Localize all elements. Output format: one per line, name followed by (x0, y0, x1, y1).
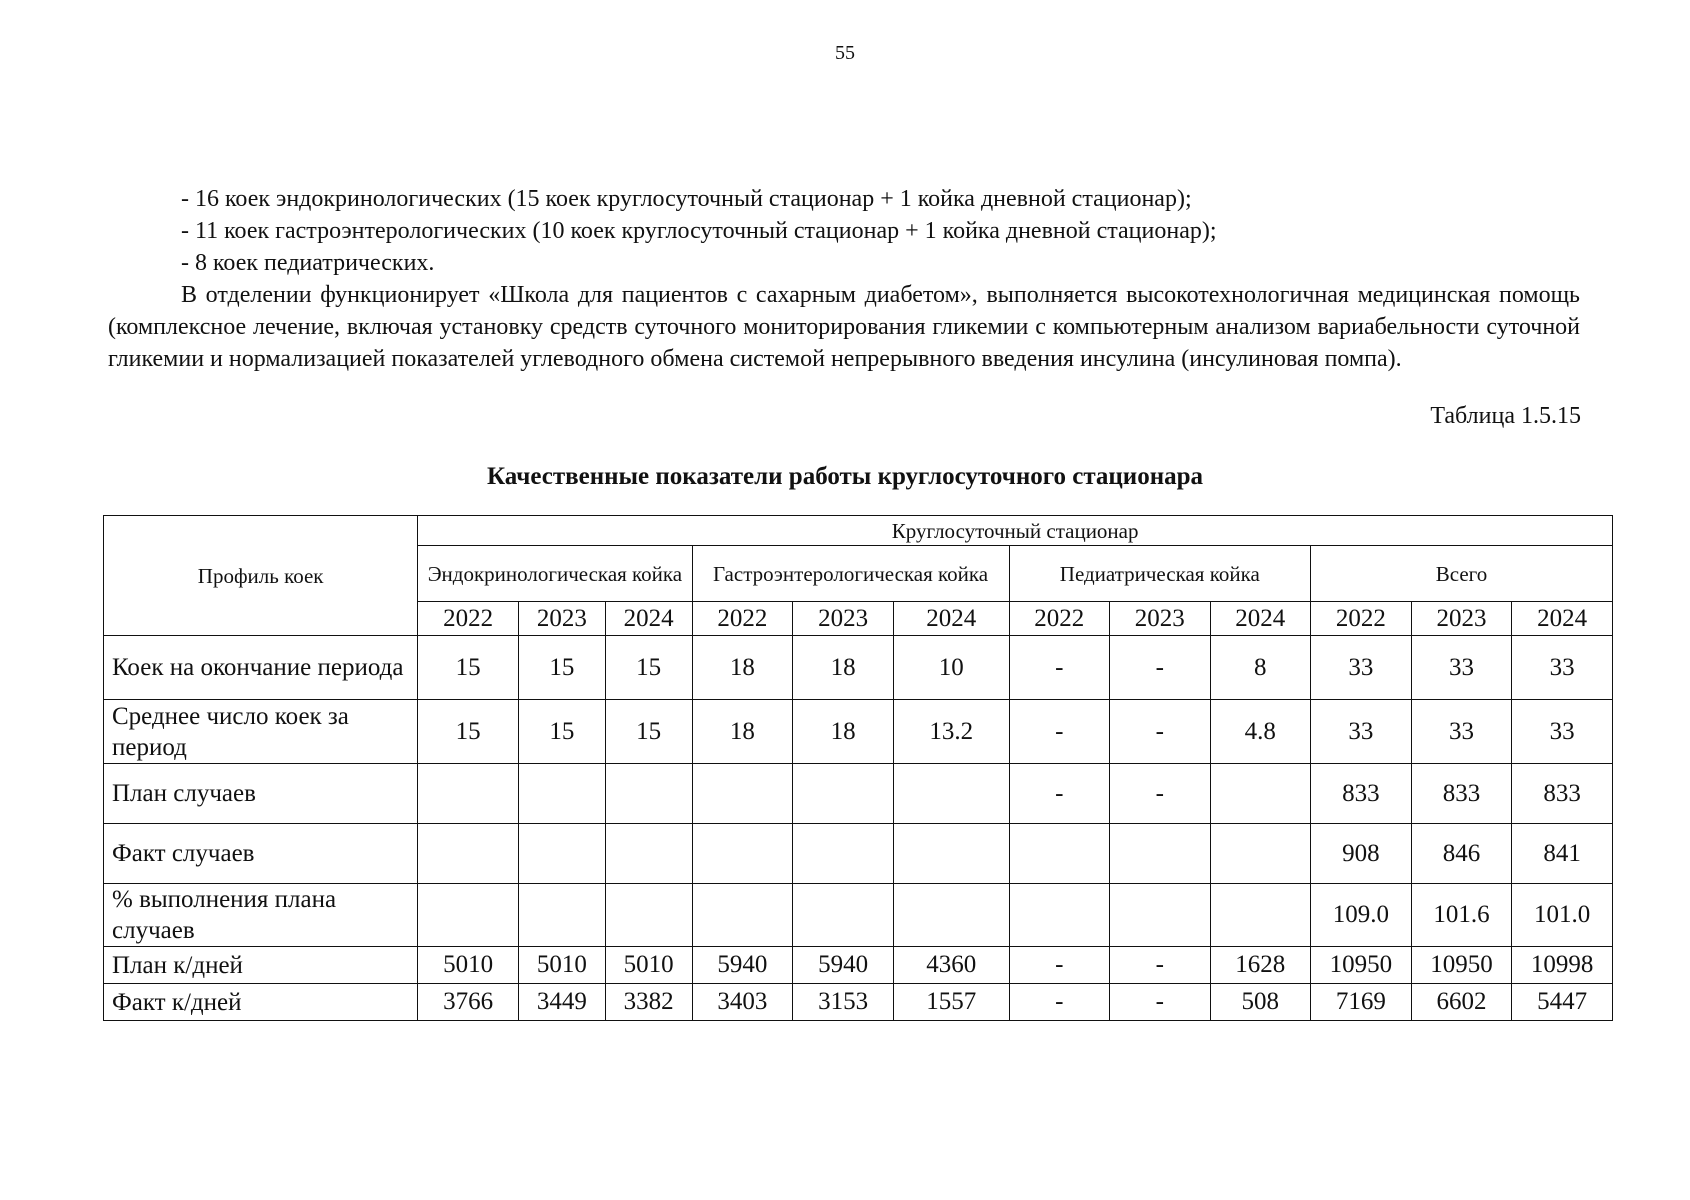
table-cell (605, 824, 692, 884)
list-item: - 8 коек педиатрических. (181, 250, 435, 276)
table-cell (418, 764, 519, 824)
year-header: 2022 (1311, 602, 1412, 636)
table-cell (692, 824, 793, 884)
table-cell: 10950 (1411, 947, 1512, 984)
table-cell (605, 764, 692, 824)
year-header: 2022 (418, 602, 519, 636)
row-label: Факт случаев (104, 824, 418, 884)
table-cell (1110, 824, 1211, 884)
table-cell (893, 884, 1009, 947)
table-cell: 13.2 (893, 700, 1009, 764)
table-cell: 7169 (1311, 984, 1412, 1021)
table-cell: - (1009, 636, 1110, 700)
row-label: Факт к/дней (104, 984, 418, 1021)
table-cell (793, 824, 894, 884)
table-cell: 3403 (692, 984, 793, 1021)
table-cell: 15 (418, 636, 519, 700)
year-header: 2024 (893, 602, 1009, 636)
table-cell (692, 764, 793, 824)
year-header: 2022 (692, 602, 793, 636)
table-cell: 841 (1512, 824, 1613, 884)
table-cell: - (1110, 984, 1211, 1021)
table-row (104, 764, 1613, 824)
table-cell: 33 (1311, 636, 1412, 700)
table-cell: 33 (1512, 636, 1613, 700)
row-label: Коек на окончание периода (104, 636, 418, 700)
table-row (104, 884, 1613, 947)
table-cell (418, 824, 519, 884)
table-cell: 3449 (518, 984, 605, 1021)
table-cell: 10 (893, 636, 1009, 700)
table-cell (893, 764, 1009, 824)
table-cell (605, 884, 692, 947)
table-cell (518, 824, 605, 884)
table-cell: - (1110, 764, 1211, 824)
table-cell: 3153 (793, 984, 894, 1021)
table-cell: 15 (418, 700, 519, 764)
table-cell: 33 (1512, 700, 1613, 764)
table-cell (1210, 764, 1311, 824)
table-cell (1009, 824, 1110, 884)
table-cell: 18 (793, 700, 894, 764)
table-cell: 18 (793, 636, 894, 700)
row-label: Среднее число коек за период (104, 700, 418, 764)
table-cell: - (1110, 636, 1211, 700)
table-cell: 4360 (893, 947, 1009, 984)
table-cell (1009, 884, 1110, 947)
table-cell: 33 (1411, 636, 1512, 700)
table-cell (1210, 824, 1311, 884)
group-header: Круглосуточный стационар (418, 516, 1613, 546)
table-body (104, 636, 1613, 1021)
table-cell: 15 (605, 636, 692, 700)
table-cell: 508 (1210, 984, 1311, 1021)
sub-header-gastroenterology: Гастроэнтерологическая койка (692, 546, 1009, 602)
table-cell: - (1009, 700, 1110, 764)
table-cell: 109.0 (1311, 884, 1412, 947)
profile-header: Профиль коек (104, 516, 418, 636)
table-row (104, 700, 1613, 764)
table-cell: 5447 (1512, 984, 1613, 1021)
year-header: 2023 (1110, 602, 1211, 636)
list-item: - 16 коек эндокринологических (15 коек круглосуточный стационар + 1 койка дневной стационар); (181, 186, 1192, 212)
table-cell: 15 (605, 700, 692, 764)
table-cell: 15 (518, 636, 605, 700)
page-number: 55 (835, 42, 855, 64)
table-cell: 846 (1411, 824, 1512, 884)
table-title: Качественные показатели работы круглосуточного стационара (486, 463, 1204, 490)
table-cell: 3382 (605, 984, 692, 1021)
paragraph: В отделении функционирует «Школа для пациентов с сахарным диабетом», выполняется высокотехнологичная медицинская помощь (комплексное лечение, включая установку средств суточного мониторирования гликемии с компьютерным анализом вариабельности суточной гликемии и нормализацией показателей углеводного обмена системой непрерывного введения инсулина (инсулиновая помпа). (108, 282, 1580, 372)
year-header: 2024 (605, 602, 692, 636)
year-header: 2023 (518, 602, 605, 636)
table-cell: 833 (1512, 764, 1613, 824)
table-cell: - (1110, 947, 1211, 984)
table-cell (793, 884, 894, 947)
table-cell: 8 (1210, 636, 1311, 700)
table-cell: 15 (518, 700, 605, 764)
table-row (104, 824, 1613, 884)
list-item: - 11 коек гастроэнтерологических (10 коек круглосуточный стационар + 1 койка дневной стационар); (181, 218, 1217, 244)
table-cell: - (1009, 764, 1110, 824)
table-cell: 5010 (605, 947, 692, 984)
row-label: План к/дней (104, 947, 418, 984)
table-row (104, 636, 1613, 700)
table-cell: 33 (1411, 700, 1512, 764)
table-cell: 6602 (1411, 984, 1512, 1021)
data-table (103, 515, 1613, 1021)
table-cell: 4.8 (1210, 700, 1311, 764)
table-cell: 5010 (518, 947, 605, 984)
table-cell (893, 824, 1009, 884)
table-cell (692, 884, 793, 947)
table-cell: 908 (1311, 824, 1412, 884)
table-cell: 833 (1411, 764, 1512, 824)
table-cell (518, 884, 605, 947)
table-cell: - (1009, 947, 1110, 984)
year-header: 2023 (793, 602, 894, 636)
table-cell: 101.6 (1411, 884, 1512, 947)
sub-header-pediatric: Педиатрическая койка (1009, 546, 1311, 602)
table-cell: 3766 (418, 984, 519, 1021)
table-row (104, 947, 1613, 984)
body-text (108, 183, 1580, 375)
table-cell: 18 (692, 700, 793, 764)
table-cell (1210, 884, 1311, 947)
year-header: 2023 (1411, 602, 1512, 636)
table-cell (793, 764, 894, 824)
table-cell: 5010 (418, 947, 519, 984)
table-cell: 5940 (692, 947, 793, 984)
table-cell: 5940 (793, 947, 894, 984)
table-cell: 833 (1311, 764, 1412, 824)
row-label: План случаев (104, 764, 418, 824)
table-cell: 1557 (893, 984, 1009, 1021)
table-cell: 10998 (1512, 947, 1613, 984)
year-header: 2024 (1512, 602, 1613, 636)
table-cell: 101.0 (1512, 884, 1613, 947)
table-header (104, 516, 1613, 636)
table-cell: 1628 (1210, 947, 1311, 984)
table-cell: 18 (692, 636, 793, 700)
year-header: 2024 (1210, 602, 1311, 636)
row-label: % выполнения плана случаев (104, 884, 418, 947)
table-cell (518, 764, 605, 824)
sub-header-endocrinology: Эндокринологическая койка (418, 546, 692, 602)
table-cell: - (1009, 984, 1110, 1021)
table-cell (1110, 884, 1211, 947)
year-header: 2022 (1009, 602, 1110, 636)
table-cell (418, 884, 519, 947)
table-cell: 33 (1311, 700, 1412, 764)
table-caption: Таблица 1.5.15 (1430, 403, 1581, 429)
table-cell: - (1110, 700, 1211, 764)
sub-header-total: Всего (1311, 546, 1613, 602)
table-row (104, 984, 1613, 1021)
table-cell: 10950 (1311, 947, 1412, 984)
